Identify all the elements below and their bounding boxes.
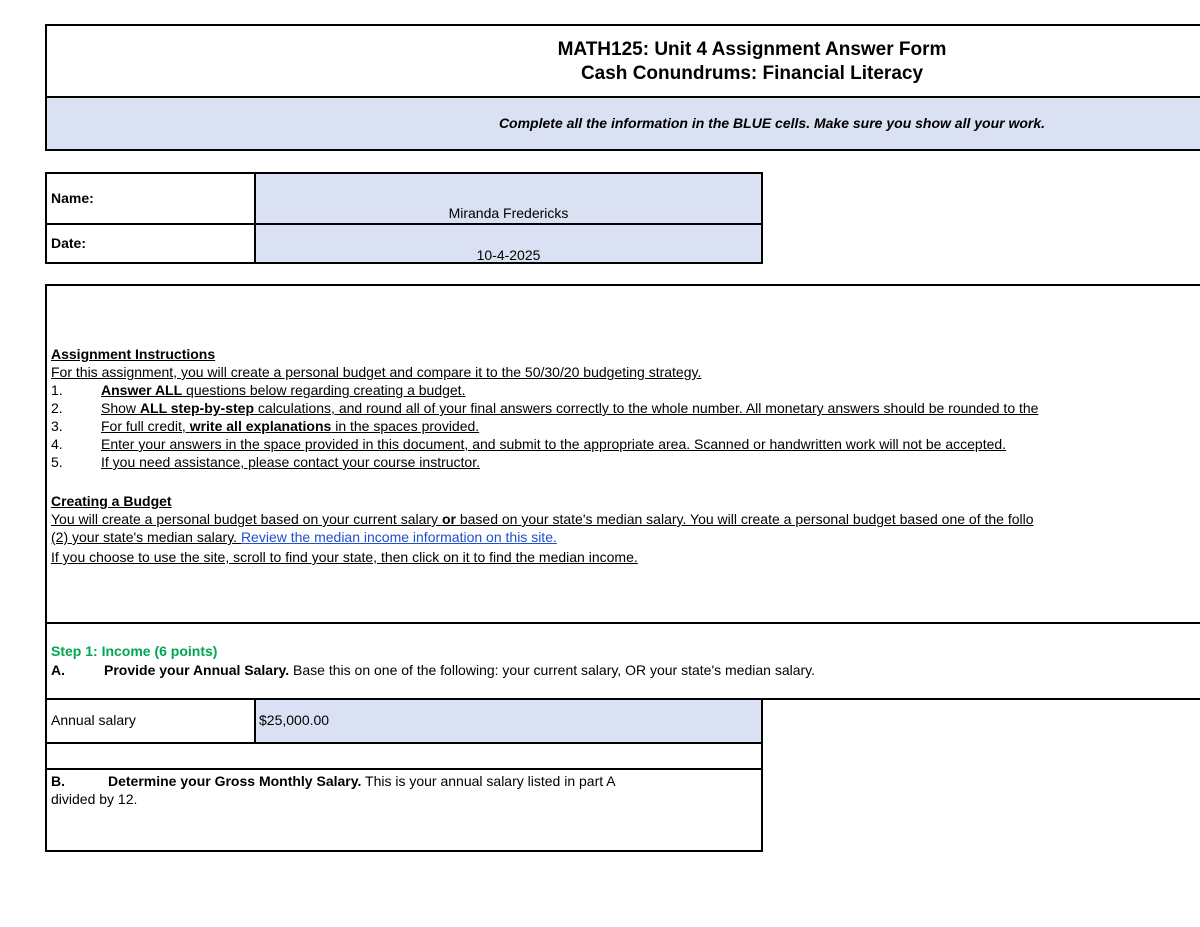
item-bold: ALL step-by-step <box>139 400 255 416</box>
item-number: 3. <box>51 418 63 434</box>
header-box <box>45 24 1200 98</box>
salary-label-cell <box>45 698 256 744</box>
part-b-cell <box>45 768 763 852</box>
name-value: Miranda Fredericks <box>448 205 569 221</box>
date-label: Date: <box>51 235 87 251</box>
budget-line-3: If you choose to use the site, scroll to find your state, then click on it to find the median income. <box>51 549 638 565</box>
item-number: 1. <box>51 382 63 398</box>
instruction-banner-text: Complete all the information in the BLUE cells. Make sure you show all your work. <box>498 115 1046 131</box>
item-number: 2. <box>51 400 63 416</box>
budget-text: You will create a personal budget based on your current salary <box>51 511 442 527</box>
item-text: If you need assistance, please contact your course instructor. <box>101 454 480 470</box>
item-text: in the spaces provided. <box>331 418 480 434</box>
budget-text: (2) your state's median salary. <box>51 529 241 545</box>
assignment-intro: For this assignment, you will create a personal budget and compare it to the 50/30/20 budgeting strategy. <box>51 364 702 380</box>
budget-bold: or <box>441 511 456 527</box>
part-b-text: This is your annual salary listed in part A <box>361 773 616 789</box>
salary-label: Annual salary <box>51 712 136 728</box>
instruction-item-4 <box>51 435 1006 453</box>
budget-line-2 <box>51 528 557 546</box>
budget-heading: Creating a Budget <box>51 493 172 509</box>
part-b-line-1 <box>51 773 616 789</box>
page-title: MATH125: Unit 4 Assignment Answer Form <box>557 39 947 60</box>
instruction-item-2 <box>51 399 1038 417</box>
spacer-row <box>45 742 763 770</box>
salary-input-cell[interactable] <box>254 698 763 744</box>
part-a-text: Base this on one of the following: your current salary, OR your state's median salary. <box>289 662 816 678</box>
budget-line-1 <box>51 510 1034 528</box>
step1-title: Step 1: Income (6 points) <box>51 643 218 659</box>
assignment-heading: Assignment Instructions <box>51 346 216 362</box>
instruction-banner <box>45 96 1200 151</box>
part-b-letter: B. <box>51 773 65 789</box>
item-text: questions below regarding creating a budget. <box>182 382 466 398</box>
name-label-cell <box>45 172 256 225</box>
part-b-line-2: divided by 12. <box>51 791 138 807</box>
item-number: 5. <box>51 454 63 470</box>
step1-section <box>45 622 1200 700</box>
instruction-item-1 <box>51 381 465 399</box>
item-bold: write all explanations <box>189 418 332 434</box>
item-text: Enter your answers in the space provided in this document, and submit to the appropriate area. Scanned or handwritten work will not be accepted. <box>101 436 1007 452</box>
instructions-section <box>45 284 1200 624</box>
date-value: 10-4-2025 <box>476 247 541 263</box>
step1-part-a <box>51 661 815 679</box>
instruction-item-5 <box>51 453 480 471</box>
item-text: Show <box>101 400 140 416</box>
date-label-cell <box>45 223 256 264</box>
part-a-bold: Provide your Annual Salary. <box>104 662 290 678</box>
name-input-cell[interactable] <box>254 172 763 225</box>
median-income-link[interactable]: Review the median income information on this site. <box>240 529 557 545</box>
budget-text: based on your state's median salary. You will create a personal budget based one of the follo <box>455 511 1034 527</box>
item-bold: Answer ALL <box>101 382 183 398</box>
part-b-bold: Determine your Gross Monthly Salary. <box>108 773 362 789</box>
salary-value: $25,000.00 <box>259 712 330 728</box>
item-text: calculations, and round all of your final answers correctly to the whole number. All monetary answers should be rounded to the <box>254 400 1039 416</box>
item-number: 4. <box>51 436 63 452</box>
instruction-item-3 <box>51 417 479 435</box>
date-input-cell[interactable] <box>254 223 763 264</box>
item-text: For full credit, <box>101 418 190 434</box>
name-label: Name: <box>51 190 94 206</box>
part-a-letter: A. <box>51 662 65 678</box>
page-subtitle: Cash Conundrums: Financial Literacy <box>580 63 924 84</box>
